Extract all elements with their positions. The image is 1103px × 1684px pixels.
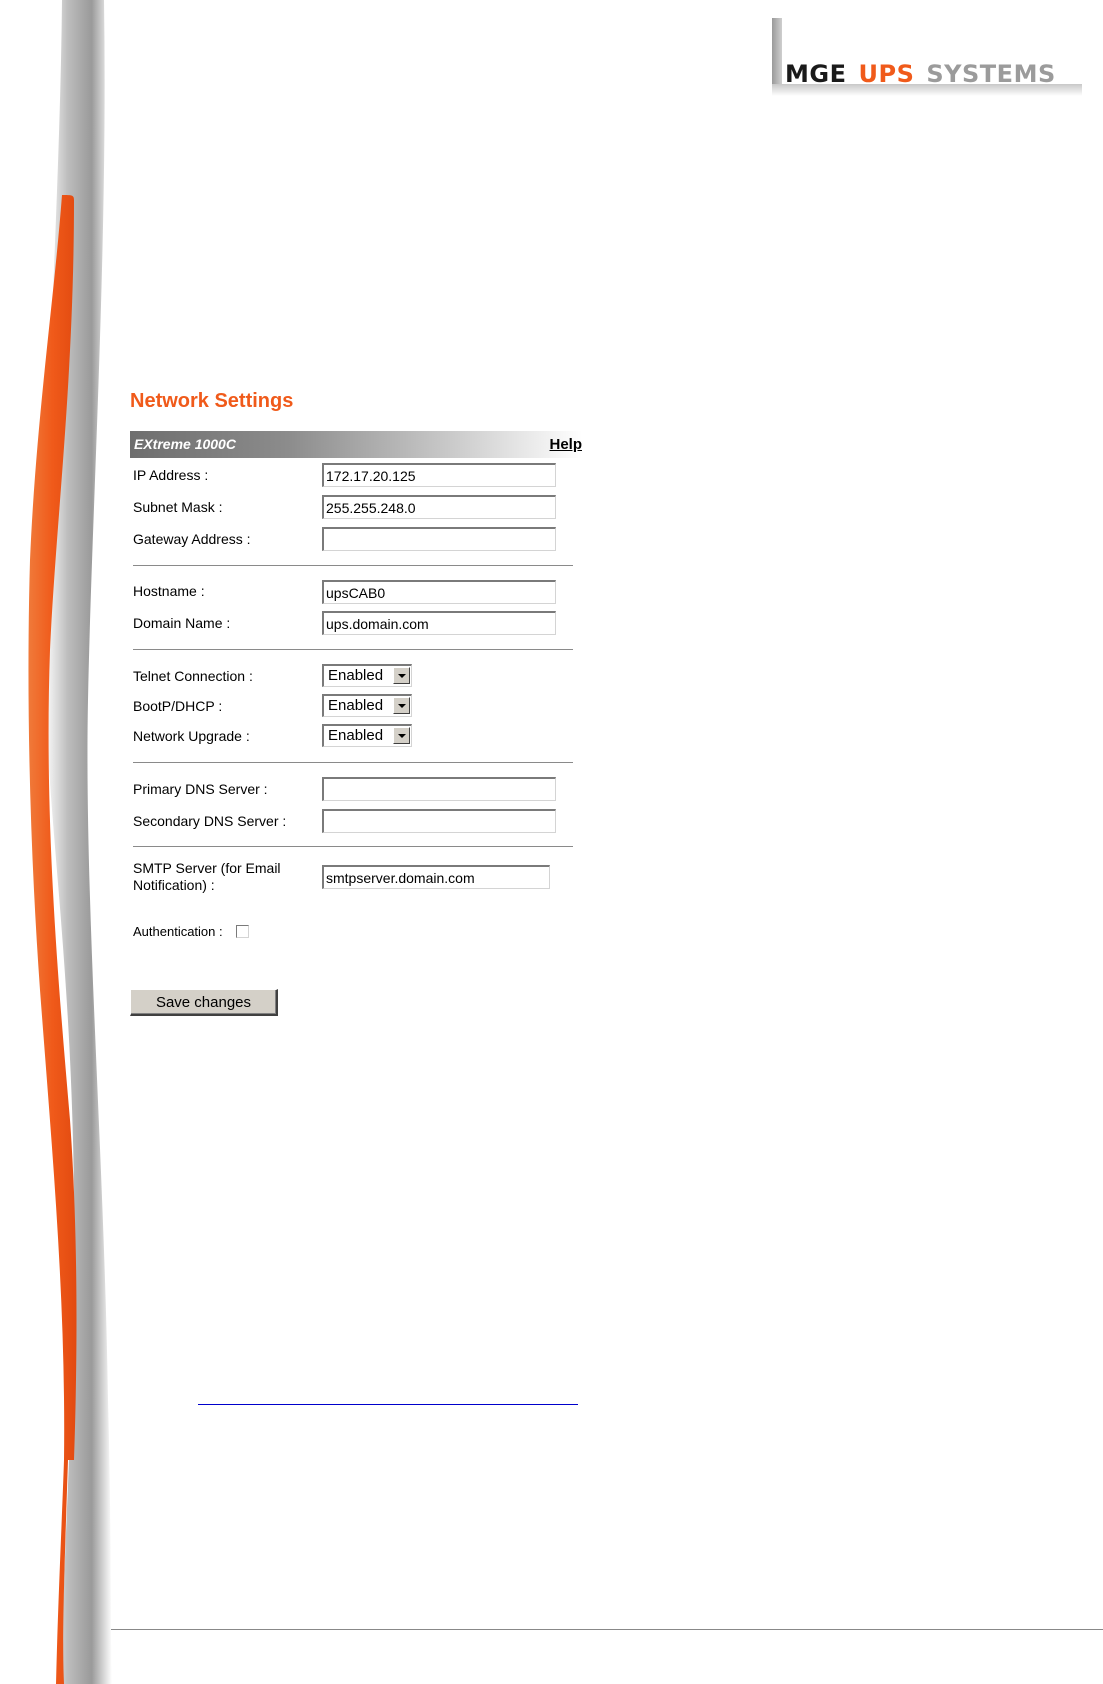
telnet-connection-select[interactable] [322,664,412,687]
network-upgrade-select[interactable] [322,724,412,747]
chevron-down-icon[interactable] [393,667,410,684]
footer-divider [111,1629,1103,1630]
chevron-down-icon[interactable] [393,727,410,744]
bottom-link[interactable] [198,1404,578,1405]
page-title: Network Settings [130,390,294,412]
subnet-mask-input[interactable] [322,495,556,519]
domain-name-input[interactable] [322,611,556,635]
primary-dns-input[interactable] [322,777,556,801]
smtp-server-label: SMTP Server (for Email Notification) : [133,860,281,893]
divider [133,846,573,847]
hostname-input[interactable] [322,580,556,604]
network-upgrade-label: Network Upgrade : [133,728,250,744]
subnet-mask-label: Subnet Mask : [133,499,223,515]
bootp-dhcp-value: Enabled [328,697,384,714]
decorative-side-stripe [0,0,130,1684]
gateway-address-label: Gateway Address : [133,531,251,547]
domain-name-label: Domain Name : [133,615,231,631]
bootp-dhcp-select[interactable] [322,694,412,717]
device-header-bar [130,431,582,458]
logo-text-ups: UPS [858,60,915,88]
network-upgrade-value: Enabled [328,727,384,744]
telnet-connection-label: Telnet Connection : [133,668,253,684]
telnet-connection-value: Enabled [328,667,384,684]
help-link[interactable]: Help [549,436,582,453]
device-name: EXtreme 1000C [134,436,236,452]
primary-dns-label: Primary DNS Server : [133,781,268,797]
authentication-label: Authentication : [133,924,223,939]
authentication-checkbox[interactable] [236,925,249,938]
mge-ups-systems-logo [772,18,1082,92]
logo-text-mge: MGE [785,60,847,88]
chevron-down-icon[interactable] [393,697,410,714]
secondary-dns-input[interactable] [322,809,556,833]
divider [133,762,573,763]
gateway-address-input[interactable] [322,527,556,551]
secondary-dns-label: Secondary DNS Server : [133,813,287,829]
smtp-server-input[interactable] [322,865,550,889]
bootp-dhcp-label: BootP/DHCP : [133,698,223,714]
divider [133,649,573,650]
ip-address-label: IP Address : [133,467,209,483]
divider [133,565,573,566]
save-changes-button[interactable]: Save changes [130,989,278,1016]
ip-address-input[interactable] [322,463,556,487]
logo-text-systems: SYSTEMS [926,60,1056,88]
hostname-label: Hostname : [133,583,205,599]
